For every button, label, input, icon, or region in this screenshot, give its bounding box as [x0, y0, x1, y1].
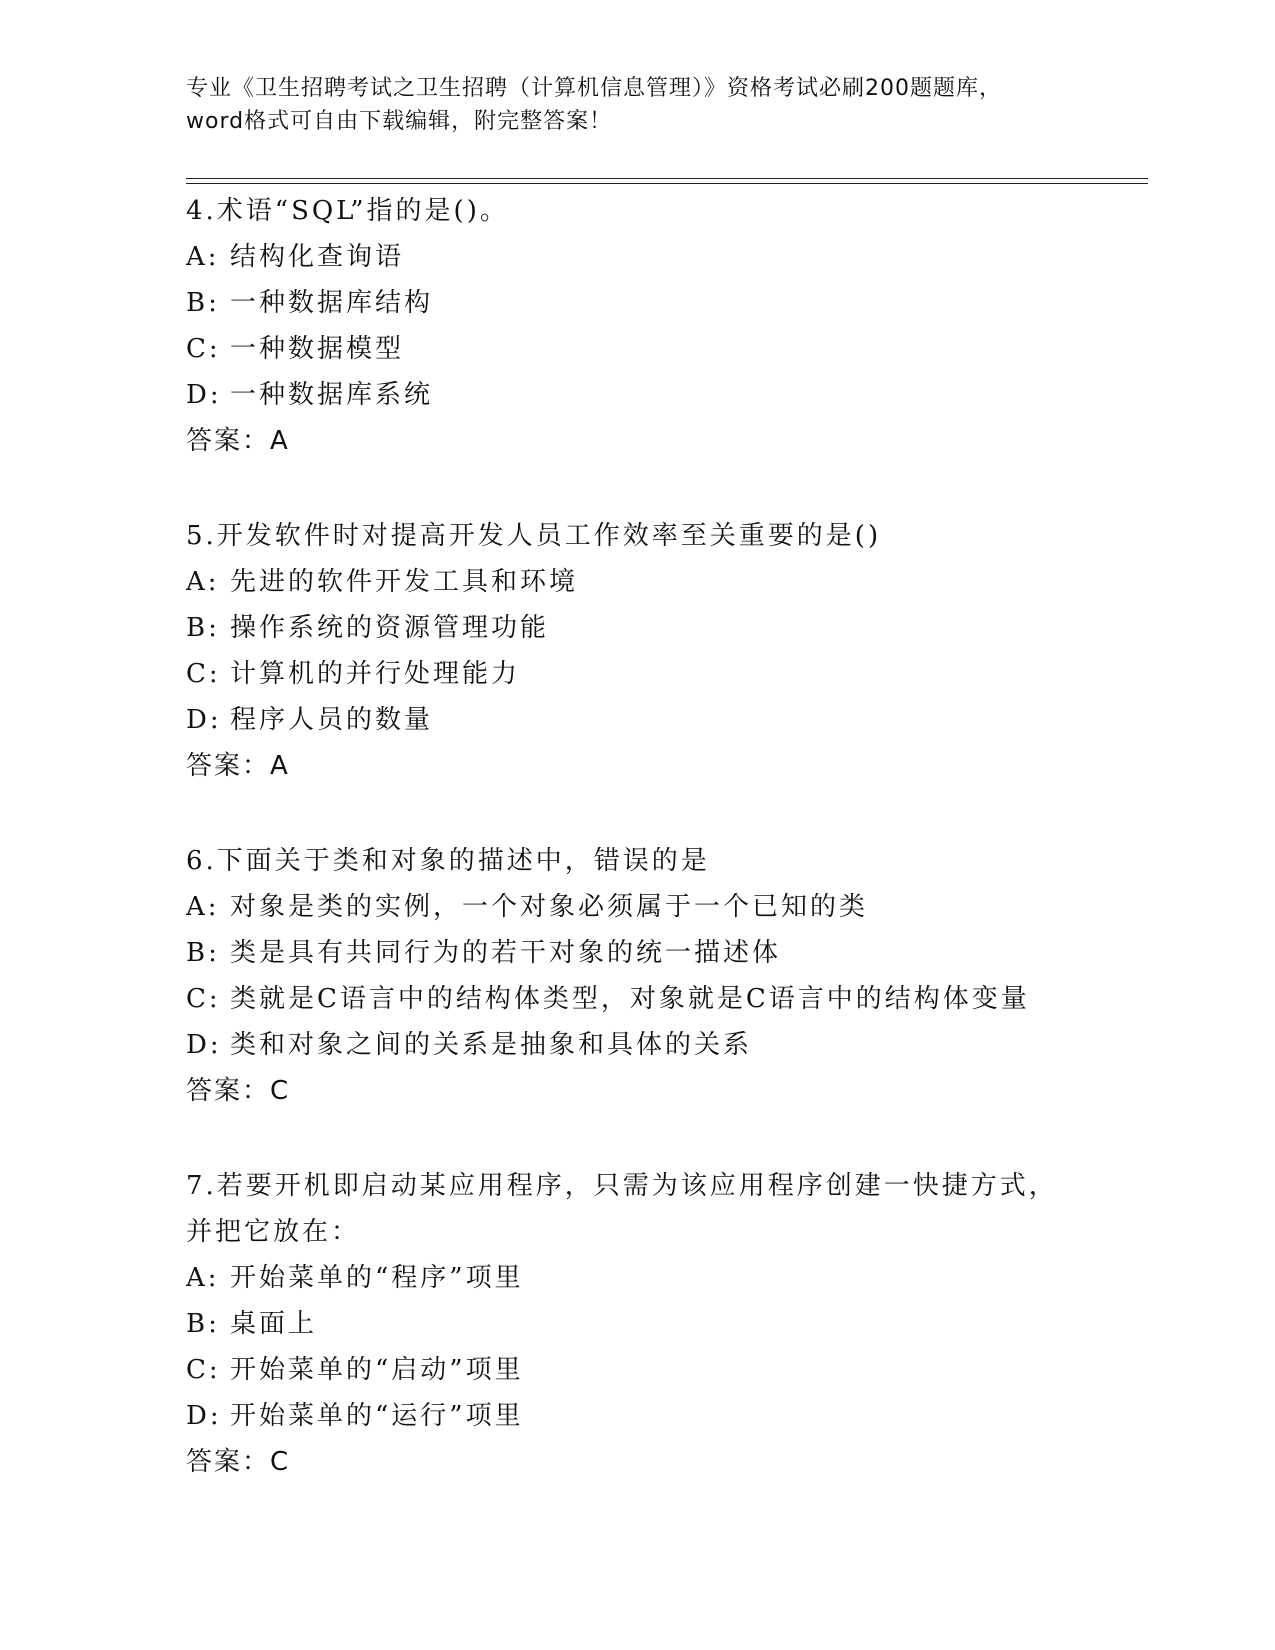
option-text: 类就是C语言中的结构体类型，对象就是C语言中的结构体变量 — [230, 984, 1030, 1014]
option-text: 一种数据库结构 — [230, 288, 434, 318]
option-c — [186, 326, 1146, 372]
question-5 — [186, 513, 1146, 789]
option-c — [186, 1347, 1146, 1393]
option-letter: A: — [186, 1263, 220, 1293]
option-letter: D: — [186, 380, 222, 410]
option-letter: A: — [186, 242, 220, 272]
option-d — [186, 372, 1146, 418]
option-text: 开始菜单的“程序”项里 — [230, 1263, 524, 1293]
answer-line: 答案：A — [186, 751, 290, 781]
option-a — [186, 1255, 1146, 1301]
header-line-1: 专业《卫生招聘考试之卫生招聘（计算机信息管理）》资格考试必刷200题题库， — [186, 76, 1002, 101]
option-c — [186, 976, 1146, 1022]
option-letter: D: — [186, 1401, 222, 1431]
option-text: 开始菜单的“启动”项里 — [230, 1355, 524, 1385]
option-text: 类是具有共同行为的若干对象的统一描述体 — [230, 938, 782, 968]
option-b — [186, 605, 1146, 651]
answer-line: 答案：C — [186, 1076, 291, 1106]
question-stem: 4.术语“SQL”指的是()。 — [186, 196, 509, 226]
option-letter: C: — [186, 1355, 221, 1385]
option-c — [186, 651, 1146, 697]
option-text: 结构化查询语 — [230, 242, 405, 272]
question-stem: 7.若要开机即启动某应用程序，只需为该应用程序创建一快捷方式， — [186, 1171, 1058, 1201]
option-letter: C: — [186, 984, 221, 1014]
option-b — [186, 1301, 1146, 1347]
option-letter: B: — [186, 613, 220, 643]
answer-line: 答案：C — [186, 1447, 291, 1477]
option-d — [186, 697, 1146, 743]
question-stem: 6.下面关于类和对象的描述中，错误的是 — [186, 846, 710, 876]
option-d — [186, 1393, 1146, 1439]
option-letter: B: — [186, 938, 220, 968]
option-a — [186, 559, 1146, 605]
option-letter: C: — [186, 659, 221, 689]
option-text: 类和对象之间的关系是抽象和具体的关系 — [230, 1030, 753, 1060]
option-letter: A: — [186, 892, 220, 922]
option-text: 一种数据模型 — [230, 334, 405, 364]
question-list — [186, 188, 1146, 1534]
option-text: 计算机的并行处理能力 — [230, 659, 521, 689]
option-d — [186, 1022, 1146, 1068]
question-4 — [186, 188, 1146, 464]
header-double-rule — [186, 178, 1148, 184]
option-text: 桌面上 — [230, 1309, 318, 1339]
answer-line: 答案：A — [186, 426, 290, 456]
question-6 — [186, 838, 1146, 1114]
option-letter: D: — [186, 705, 222, 735]
option-text: 程序人员的数量 — [230, 705, 434, 735]
option-text: 开始菜单的“运行”项里 — [230, 1401, 524, 1431]
option-text: 先进的软件开发工具和环境 — [230, 567, 579, 597]
option-text: 一种数据库系统 — [230, 380, 434, 410]
option-text: 对象是类的实例，一个对象必须属于一个已知的类 — [230, 892, 869, 922]
header-line-2: word格式可自由下载编辑，附完整答案！ — [186, 109, 613, 134]
option-letter: C: — [186, 334, 221, 364]
option-a — [186, 884, 1146, 930]
option-text: 操作系统的资源管理功能 — [230, 613, 550, 643]
question-stem: 5.开发软件时对提高开发人员工作效率至关重要的是() — [186, 521, 882, 551]
option-letter: B: — [186, 1309, 220, 1339]
option-b — [186, 930, 1146, 976]
option-letter: D: — [186, 1030, 222, 1060]
document-header — [186, 72, 1106, 138]
question-stem-continued: 并把它放在： — [186, 1217, 361, 1247]
question-7 — [186, 1163, 1146, 1485]
option-a — [186, 234, 1146, 280]
option-b — [186, 280, 1146, 326]
option-letter: A: — [186, 567, 220, 597]
option-letter: B: — [186, 288, 220, 318]
